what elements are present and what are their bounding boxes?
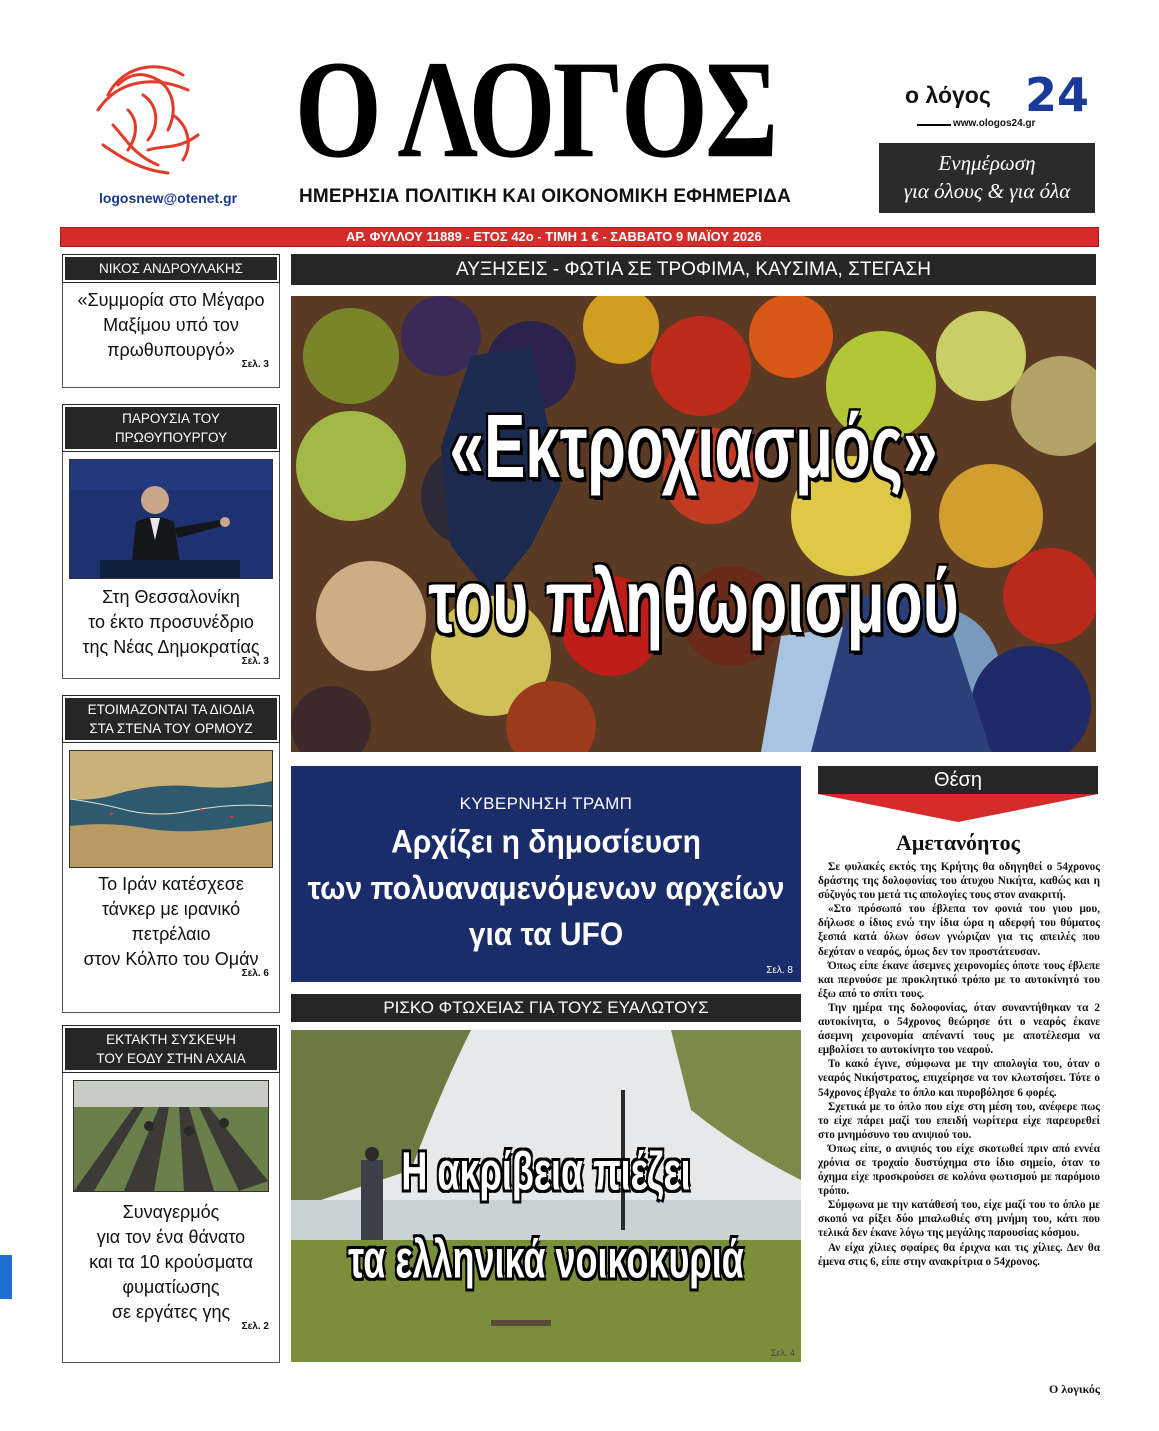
farm-workers-photo (73, 1080, 269, 1192)
ufo-story-box[interactable] (291, 766, 801, 982)
edge-blue-marker (0, 1255, 12, 1299)
section-strip-poverty: ΡΙΣΚΟ ΦΤΩΧΕΙΑΣ ΓΙΑ ΤΟΥΣ ΕΥΑΛΩΤΟΥΣ (291, 994, 801, 1022)
contact-email[interactable]: logosnew@otenet.gr (98, 190, 238, 206)
ufo-headline (291, 819, 801, 958)
headline-line: της Νέας Δημοκρατίας (82, 637, 260, 657)
section-strip-prices: ΑΥΞΗΣΕΙΣ - ΦΩΤΙΑ ΣΕ ΤΡΟΦΙΜΑ, ΚΑΥΣΙΜΑ, ΣΤΕΓΑΣΗ (291, 254, 1096, 285)
strait-aerial-photo (69, 750, 273, 868)
page-ref: Σελ. 3 (241, 656, 269, 667)
page-ref: Σελ. 3 (241, 359, 269, 370)
paragraph: Όπως είπε έκανε άσεμνες χειρονομίες όποτε τους έβλεπε και περνούσε με προκλητικό τρόπο με το αυτοκίνητό του έξω από το σπίτι τους. (818, 959, 1100, 1000)
story-headline (63, 585, 279, 660)
story-headline (63, 288, 279, 363)
left-story-eody[interactable] (62, 1025, 280, 1363)
headline-line: Στη Θεσσαλονίκη (102, 587, 240, 607)
headline-line: Μαξίμου υπό τον (103, 315, 239, 335)
tagline-box (879, 143, 1095, 213)
page-ref: Σελ. 8 (766, 965, 793, 976)
logos24-logo[interactable] (905, 68, 1090, 134)
headline-line: το έκτο προσυνέδριο (88, 612, 254, 632)
left-story-androulakis[interactable] (62, 254, 280, 388)
hero-headline-line-1: «Εκτροχιασμός» (449, 397, 938, 498)
headline-line: σε εργάτες γης (111, 1302, 231, 1322)
story-headline (63, 1200, 279, 1325)
tagline-line-1: Ενημέρωση (938, 151, 1036, 175)
headline-line: στον Κόλπο του Ομάν (83, 949, 259, 969)
headline-line: των πολυαναμενόμενων αρχείων (307, 870, 785, 907)
left-story-pm[interactable] (62, 404, 280, 679)
market-produce-photo (291, 296, 1096, 752)
logos24-url[interactable]: www.ologos24.gr (953, 118, 1036, 129)
kicker-line: ΕΤΟΙΜΑΖΟΝΤΑΙ ΤΑ ΔΙΟΔΙΑ (87, 702, 255, 717)
kicker-line: ΣΤΑ ΣΤΕΝΑ ΤΟΥ ΟΡΜΟΥΖ (89, 721, 253, 736)
tagline-line-2: για όλους & για όλα (903, 179, 1071, 203)
kicker-line: ΕΚΤΑΚΤΗ ΣΥΣΚΕΨΗ (106, 1032, 236, 1047)
paragraph: Όπως είπε, ο ανιψιός του είχε σκοτωθεί πριν από εννέα χρόνια σε τροχαίο δυστύχημα στο ίδιο σημείο, όταν το όχημα είχε προσκρούσει σε κολόνα φωτισμού με παρόμοιο τρόπο. (818, 1142, 1100, 1198)
headline-line: και τα 10 κρούσματα (89, 1252, 253, 1272)
headline-line: Το Ιράν κατέσχεσε (98, 874, 244, 894)
story-kicker (63, 1026, 279, 1072)
logos24-rule (917, 124, 951, 126)
opinion-section-header: Θέση (818, 766, 1098, 794)
headline-line: Συναγερμός (122, 1202, 220, 1222)
headline-line: «Συμμορία στο Μέγαρο (77, 290, 265, 310)
page-ref: Σελ. 2 (241, 1321, 269, 1332)
story-kicker (63, 696, 279, 742)
logos24-number: 24 (1025, 68, 1090, 122)
paragraph: Σε φυλακές εκτός της Κρήτης θα οδηγηθεί ο 54χρονος δράστης της δολοφονίας του άτυχου Νικήτα, καθώς και η σύζυγός του μετά τις απολογίες τους στον ανακριτή. (818, 861, 1100, 902)
story-kicker: ΠΑΡΟΥΣΙΑ ΤΟΥ ΠΡΩΘΥΠΟΥΡΓΟΥ (63, 405, 279, 451)
logos24-text: ο λόγος (905, 82, 991, 108)
paragraph: Αν είχα χίλιες σφαίρες θα έριχνα και τις χίλιες. Δεν θα έμενα στις 6, είπε στην ανακρίτρια ο 54χρονος. (818, 1241, 1100, 1268)
headline-line: για τα UFO (468, 917, 624, 953)
hero-headline-line-2: του πληθωρισμού (428, 552, 959, 653)
pm-speech-photo (69, 459, 273, 579)
paragraph: «Στο πρόσωπό του έβλεπα τον φονιά του γιου μου, δήλωσε ο ίδιος ενώ την ίδια ώρα η αδερφή του θύματος ξεσπά κατά όλων όσων γνώριζαν για τις απειλές που δεχόταν ο νεαρός, όμως δεν τον προστάτευσαν. (818, 903, 1100, 958)
paragraph: Σχετικά με το όπλο που είχε στη μέση του, ανέφερε πως το είχε πάρει μαζί του επειδή νωρίτερα είχε παρευρεθεί στο μνημόσυνο του ανιψιού του. (818, 1100, 1100, 1141)
opinion-signature: Ο λογικός (1049, 1382, 1100, 1396)
opinion-title: Αμετανόητος (896, 830, 1020, 855)
issue-info-bar: ΑΡ. ΦΥΛΛΟΥ 11889 - ΕΤΟΣ 42ο - ΤΙΜΗ 1 € - ΣΑΒΒΑΤΟ 9 ΜΑΪΟΥ 2026 (60, 227, 1099, 247)
left-story-hormuz[interactable] (62, 695, 280, 1013)
headline-line: πετρέλαιο (131, 924, 211, 944)
kicker-line: ΤΟΥ ΕΟΔΥ ΣΤΗΝ ΑΧΑΙΑ (96, 1051, 246, 1066)
poverty-story[interactable] (291, 1030, 801, 1362)
ufo-kicker: ΚΥΒΕΡΝΗΣΗ ΤΡΑΜΠ (459, 794, 633, 813)
headline-line: για τον ένα θάνατο (96, 1227, 246, 1247)
poverty-headline-line-1: Η ακρίβεια πιέζει (401, 1140, 691, 1202)
hero-story-inflation[interactable] (291, 296, 1096, 752)
opinion-red-triangle (818, 794, 1098, 822)
headline-line: Αρχίζει η δημοσίευση (391, 824, 701, 860)
page-ref: Σελ. 6 (241, 968, 269, 979)
opinion-body (818, 860, 1100, 1269)
newspaper-subtitle: ΗΜΕΡΗΣΙΑ ΠΟΛΙΤΙΚΗ ΚΑΙ ΟΙΚΟΝΟΜΙΚΗ ΕΦΗΜΕΡΙΔΑ (298, 186, 792, 207)
story-headline (63, 872, 279, 972)
page-ref: Σελ. 4 (770, 1348, 795, 1358)
story-kicker: ΝΙΚΟΣ ΑΝΔΡΟΥΛΑΚΗΣ (63, 255, 279, 282)
headline-line: τάνκερ με ιρανικό (101, 899, 241, 919)
poverty-headline-line-2: τα ελληνικά νοικοκυριά (348, 1228, 744, 1290)
paragraph: Το κακό έγινε, σύμφωνα με την απολογία του, όταν ο νεαρός Νικήστρατος, επιχείρησε να τον κλωτσήσει. Τότε ο 54χρονος έβγαλε το όπλο και πυροβόλησε 6 φορές. (818, 1058, 1100, 1099)
headline-line: πρωθυπουργό» (107, 340, 235, 360)
newspaper-title: Ο ΛΟΓΟΣ (294, 32, 776, 188)
headline-line: φυματίωσης (122, 1277, 220, 1297)
newspaper-logo-illustration (88, 55, 208, 180)
paragraph: Την ημέρα της δολοφονίας, όταν συναντήθηκαν τα 2 αυτοκίνητα, ο 54χρονος θεώρησε ότι ο νεαρός έκανε άσεμνη χειρονομία απέναντί τους με αποτέλεσμα να εμβολίσει το αυτοκίνητο του νεαρού. (818, 1001, 1100, 1057)
paragraph: Σύμφωνα με την κατάθεσή του, είχε μαζί του το όπλο με σκοπό να ρίξει δύο μπαλωθιές στη μνήμη του, κάτι που τελικά δεν έκανε λόγω της μεγάλης παρουσίας κόσμου. (818, 1199, 1100, 1240)
